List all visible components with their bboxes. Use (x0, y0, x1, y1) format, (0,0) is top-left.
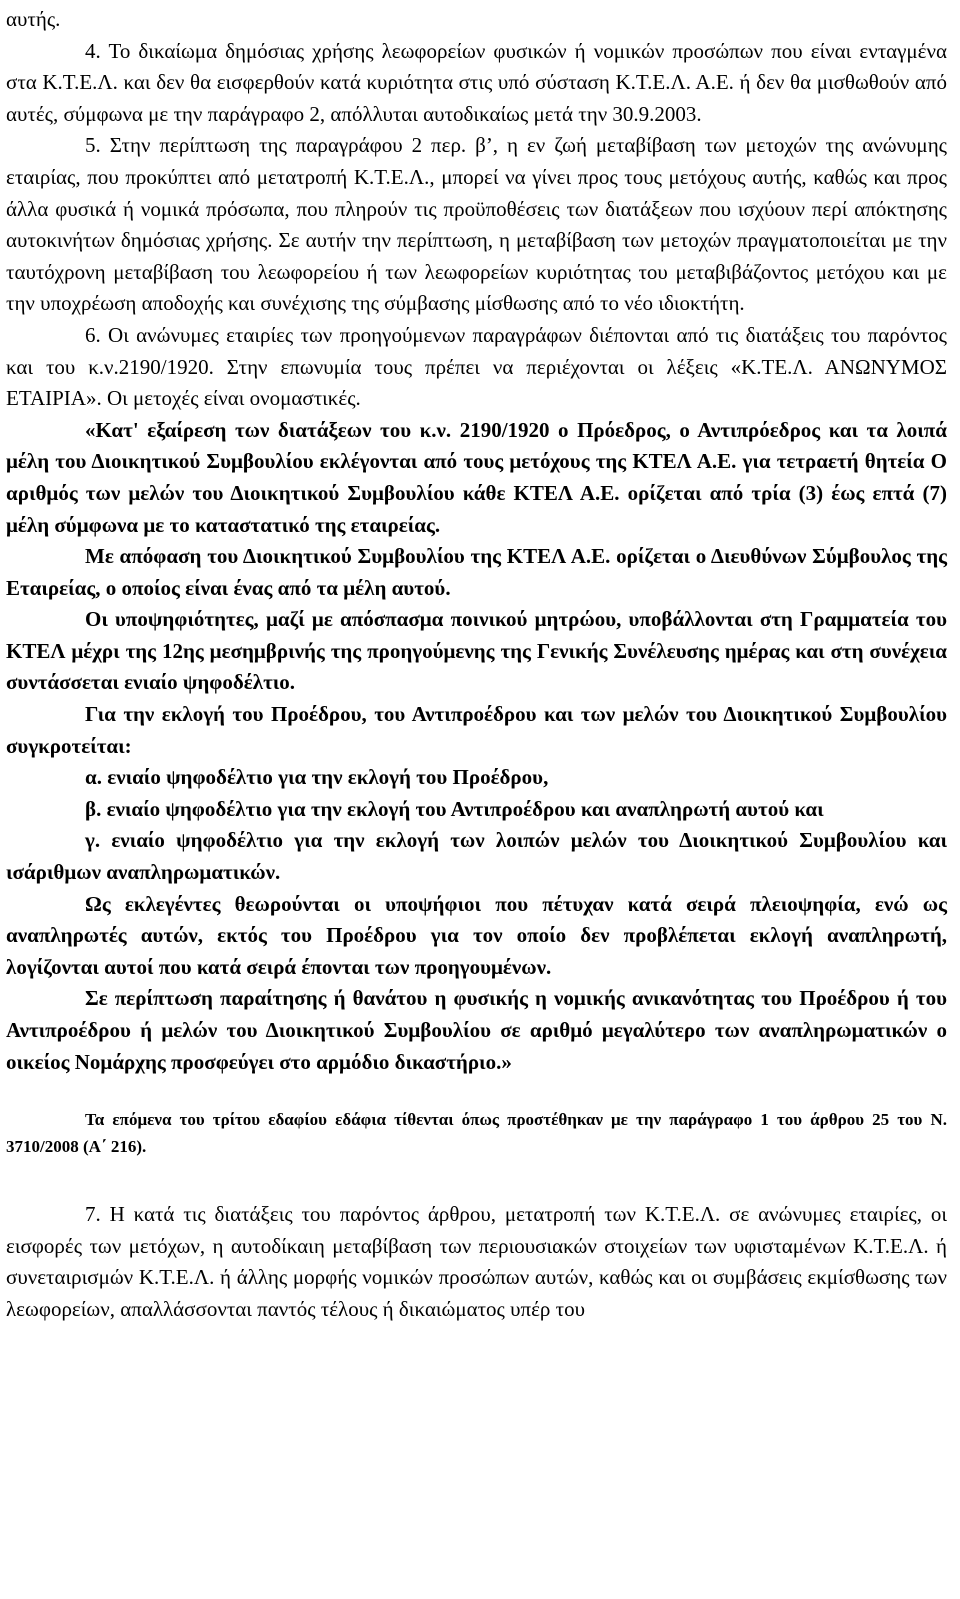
bold-paragraph-elected: Ως εκλεγέντες θεωρούνται οι υποψήφιοι που πέτυχαν κατά σειρά πλειοψηφία, ενώ ως αναπληρωτές αυτών, εκτός του Προέδρου για τον οποίο δεν προβλέπεται εκλογή αναπληρωτή, λογίζονται αυτοί που κατά σειρά έπονται των προηγουμένων. (6, 891, 947, 979)
bold-paragraph-candidacies: Οι υποψηφιότητες, μαζί με απόσπασμα ποινικού μητρώου, υποβάλλονται στη Γραμματεία του ΚΤΕΛ μέχρι της 12ης μεσημβρινής της προηγούμενης της Γενικής Συνέλευσης ημέρας και στη συνέχεια συντάσσεται ενιαίο ψηφοδέλτιο. (6, 607, 947, 695)
paragraph-4: 4. Το δικαίωμα δημόσιας χρήσης λεωφορείων φυσικών ή νομικών προσώπων που είναι ενταγμένα στα Κ.Τ.Ε.Λ. και δεν θα εισφερθούν κατά κυριότητα στις υπό σύσταση Κ.Τ.Ε.Λ. Α.Ε. ή δεν θα μισθωθούν από αυτές, σύμφωνα με την παράγραφο 2, απόλλυται αυτοδικαίως μετά την 30.9.2003. (6, 38, 947, 126)
ballot-item-a: α. ενιαίο ψηφοδέλτιο για την εκλογή του Προέδρου, (85, 765, 549, 790)
paragraph-5: 5. Στην περίπτωση της παραγράφου 2 περ. β’, η εν ζωή μεταβίβαση των μετοχών της ανώνυμης εταιρίας, που προκύπτει από μετατροπή Κ.Τ.Ε.Λ., μπορεί να γίνει προς τους μετόχους αυτής, καθώς και προς άλλα φυσικά ή νομικά πρόσωπα, που πληρούν τις προϋποθέσεις των διατάξεων που ισχύουν περί απόκτησης αυτοκινήτων δημόσιας χρήσης. Σε αυτήν την περίπτωση, η μεταβίβαση των μετοχών πραγματοποιείται με την ταυτόχρονη μεταβίβαση του λεωφορείου ή των λεωφορείων κυριότητας του μεταβιβάζοντος μετόχου και με την υποχρέωση αποδοχής και συνέχισης της σύμβασης μίσθωσης από το νέο ιδιοκτήτη. (6, 133, 947, 316)
ballot-item-c: γ. ενιαίο ψηφοδέλτιο για την εκλογή των λοιπών μελών του Διοικητικού Συμβουλίου και ισάριθμων αναπληρωματικών. (6, 828, 947, 885)
ballot-item-b: β. ενιαίο ψηφοδέλτιο για την εκλογή του Αντιπροέδρου και αναπληρωτή αυτού και (85, 796, 824, 821)
amendment-note: Τα επόμενα του τρίτου εδαφίου εδάφια τίθενται όπως προστέθηκαν με την παράγραφο 1 του άρθρου 25 του Ν. 3710/2008 (Α΄ 216). (6, 1110, 947, 1157)
lead-fragment: αυτής. (6, 7, 61, 31)
paragraph-7: 7. Η κατά τις διατάξεις του παρόντος άρθρου, μετατροπή των Κ.Τ.Ε.Λ. σε ανώνυμες εταιρίες, οι εισφορές των μετόχων, η αυτοδίκαιη μεταβίβαση των περιουσιακών στοιχείων των υφισταμένων Κ.Τ.Ε.Λ. ή συνεταιρισμών Κ.Τ.Ε.Λ. ή άλλης μορφής νομικών προσώπων αυτών, καθώς και οι συμβάσεις εκμίσθωσης των λεωφορείων, απαλλάσσονται παντός τέλους ή δικαιώματος υπέρ του (6, 1202, 947, 1321)
paragraph-6: 6. Οι ανώνυμες εταιρίες των προηγούμενων παραγράφων διέπονται από τις διατάξεις του παρόντος και του κ.ν.2190/1920. Στην επωνυμία τους πρέπει να περιέχονται οι λέξεις «Κ.ΤΕ.Λ. ΑΝΩΝΥΜΟΣ ΕΤΑΙΡΙΑ». Οι μετοχές είναι ονομαστικές. (6, 322, 947, 411)
bold-paragraph-board-election: «Κατ' εξαίρεση των διατάξεων του κ.ν. 2190/1920 ο Πρόεδρος, ο Αντιπρόεδρος και τα λοιπά μέλη του Διοικητικού Συμβουλίου εκλέγονται από τους μετόχους της ΚΤΕΛ Α.Ε. για τετραετή θητεία Ο αριθμός των μελών του Διοικητικού Συμβουλίου κάθε ΚΤΕΛ Α.Ε. ορίζεται από τρία (3) έως επτά (7) μέλη σύμφωνα με το καταστατικό της εταιρείας. (6, 417, 947, 537)
bold-paragraph-ballot-intro: Για την εκλογή του Προέδρου, του Αντιπροέδρου και των μελών του Διοικητικού Συμβουλίου συγκροτείται: (6, 702, 947, 758)
bold-paragraph-resignation: Σε περίπτωση παραίτησης ή θανάτου η φυσικής η νομικής ανικανότητας του Προέδρου ή του Αντιπροέδρου ή μελών του Διοικητικού Συμβουλίου σε αριθμό μεγαλύτερο των αναπληρωματικών ο οικείος Νομάρχης προσφεύγει στο αρμόδιο δικαστήριο.» (6, 986, 947, 1074)
bold-paragraph-managing-director: Με απόφαση του Διοικητικού Συμβουλίου της ΚΤΕΛ Α.Ε. ορίζεται ο Διευθύνων Σύμβουλος της Εταιρείας, ο οποίος είναι ένας από τα μέλη αυτού. (6, 544, 947, 600)
